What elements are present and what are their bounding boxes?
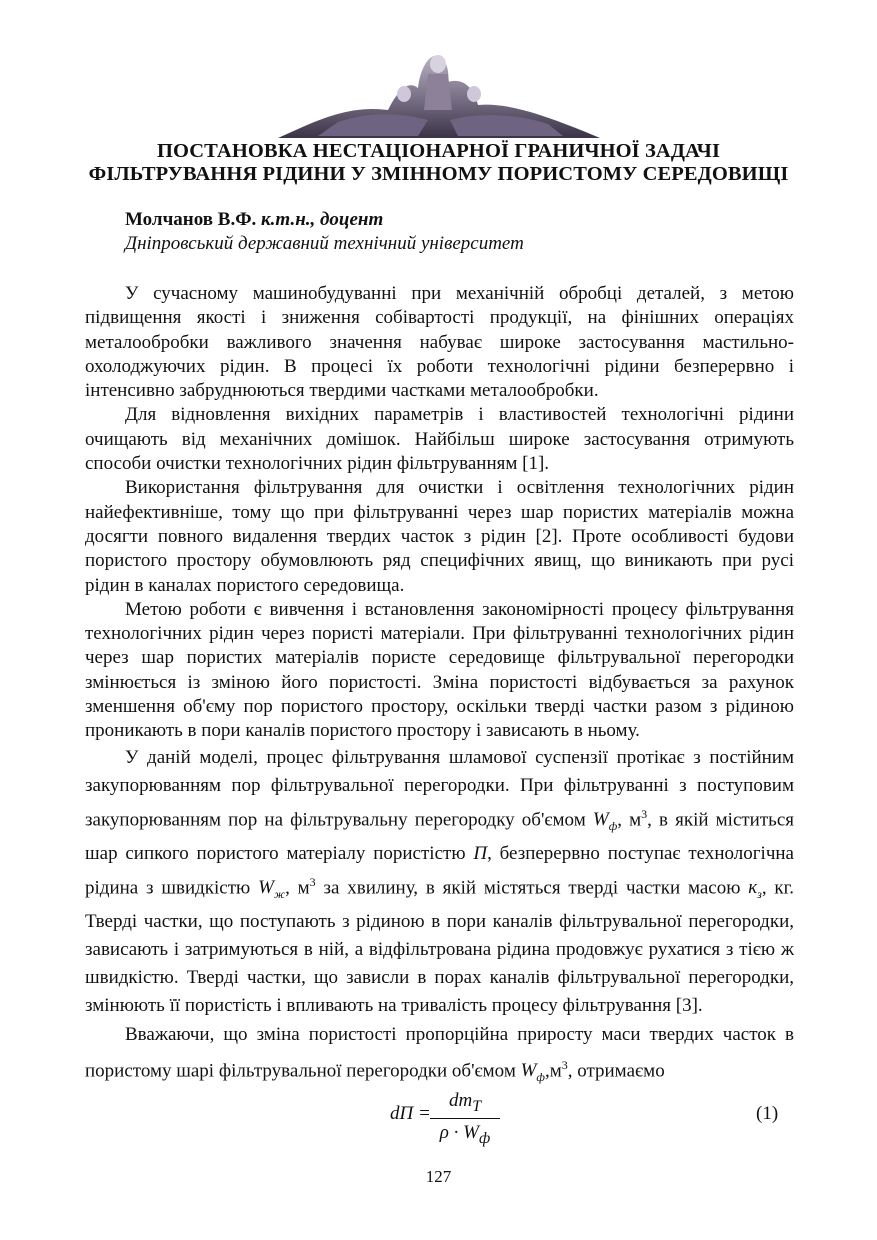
var-k-z: $к_з$ [748,877,762,901]
page-number: 127 [425,1167,452,1186]
equation-numerator: $dm_T$ [430,1090,500,1119]
author-line [125,209,383,231]
paragraph-5: У даній моделі, процес фільтрування шламової суспензії протікає з постійним закупорюванням пор фільтрувальної перегородки. При фільтруванні з поступовим закупорюванням пор на фільтрувальну перегородку об'ємом $W_ф$, $м^3$, в якій міститься шар сипкого пористого матеріалу пористістю П, безперервно поступає технологічна рідина з швидкістю $W_ж$, $м^3$ за хвилину, в якій містяться тверді частки масою $к_з$, кг. Тверді частки, що поступають з рідиною в пори каналів фільтрувальної перегородки, зависають і затримуються в ній, а відфільтрована рідина продовжує рухатися з тією ж швидкістю. Тверді частки, що зависли в порах каналів фільтрувальної перегородки, змінюють її пористість і впливають на тривалість процесу фільтрування [3]. [85,746,795,1016]
paragraph-2: Для відновлення вихідних параметрів і властивостей технологічні рідини очищають від механічних домішок. Найбільш широке застосування отримують способи очистки технологічних рідин фільтруванням [1]. [85,404,794,475]
paragraph-1: У сучасному машинобудуванні при механічній обробці деталей, з метою підвищення якості і зниження собівартості продукції, на фінішних операціях металообробки важливого значення набуває широке застосування мастильно-охолоджуючих рідин. В процесі їх роботи технологічні рідини безперервно і інтенсивно забруднюються твердими частками металообробки. [85,283,794,402]
paragraph-4: Метою роботи є вивчення і встановлення закономірності процесу фільтрування технологічних рідин через пористі матеріали. При фільтруванні технологічних рідин через шар пористих матеріалів пористе середовище фільтрувальної перегородки змінюється із зміною його пористості. Зміна пористості відбувається за рахунок зменшення об'єму пор пористого простору, оскільки тверді частки разом з рідиною проникають в пори каналів пористого простору і зависають в ньому. [85,598,794,742]
author-degree: к.т.н., доцент [261,209,384,230]
equation-fraction [430,1090,500,1148]
paragraph-3: Використання фільтрування для очистки і освітлення технологічних рідин найефективніше, тому що при фільтруванні через шар пористих матеріалів можна досягти повного видалення твердих часток з рідин [2]. Проте особливості будови пористого простору обумовлюють ряд специфічних явищ, що виникають при русі рідин в каналах пористого середовища. [85,477,794,596]
equation-lhs: dП = [390,1103,431,1124]
var-w-f: $W_ф$ [592,808,618,833]
paper-body [85,282,794,1092]
paragraph-6: Вважаючи, що зміна пористості пропорційна приросту маси твердих часток в пористому шарі фільтрувальної перегородки об'ємом $W_ф,м^3$, отримаємо [85,1023,794,1085]
sculpture-emblem [278,50,600,140]
equation-number: (1) [756,1103,779,1124]
var-w-f-2: $W_ф$ [520,1060,545,1085]
equation-1 [390,1090,510,1150]
author-name: Молчанов В.Ф. [125,209,257,230]
author-affiliation: Дніпровський державний технічний університет [125,233,524,254]
equation-denominator: $\rho \cdot W_ф$ [439,1121,491,1147]
var-w-zh: $W_ж$ [258,877,286,901]
paper-title-line-2: ФІЛЬТРУВАННЯ РІДИНИ У ЗМІННОМУ ПОРИСТОМУ СЕРЕДОВИЩІ [88,163,789,185]
var-pi: П [473,842,488,864]
paper-title-line-1: ПОСТАНОВКА НЕСТАЦІОНАРНОЇ ГРАНИЧНОЇ ЗАДАЧІ [156,140,721,162]
